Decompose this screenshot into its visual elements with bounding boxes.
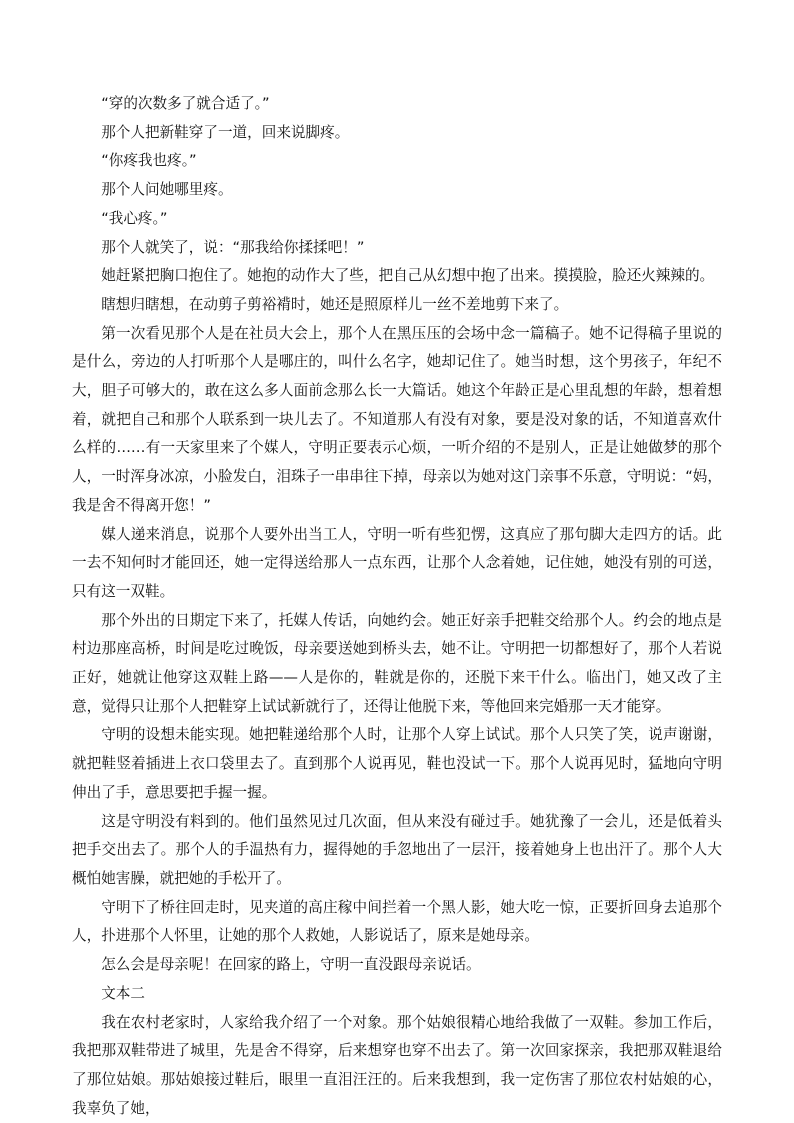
body-text: [72, 90, 722, 1123]
paragraph: 这是守明没有料到的。他们虽然见过几次面，但从来没有碰过手。她犹豫了一会儿，还是低着头把手交出去了。那个人的手温热有力，握得她的手忽地出了一层汗，接着她身上也出汗了。那个人大概怕她害臊，就把她的手松开了。: [72, 812, 722, 887]
paragraph: 那个人问她哪里疼。: [101, 181, 233, 199]
paragraph: “我心疼。”: [101, 209, 168, 227]
paragraph: 那个外出的日期定下来了，托媒人传话，向她约会。她正好亲手把鞋交给那个人。约会的地点是村边那座高桥，时间是吃过晚饭，母亲要送她到桥头去，她不让。守明把一切都想好了，那个人若说正好，她就让他穿这双鞋上路——人是你的，鞋就是你的，还脱下来干什么。临出门，她又改了主意，觉得只让那个人把鞋穿上试试新就行了，还得让他脱下来，等他回来完婚那一天才能穿。: [72, 611, 722, 715]
paragraph: 守明下了桥往回走时，见夹道的高庄稼中间拦着一个黑人影，她大吃一惊，正要折回身去追那个人，扑进那个人怀里，让她的那个人救她，人影说话了，原来是她母亲。: [72, 898, 722, 945]
paragraph: “你疼我也疼。”: [101, 152, 197, 170]
paragraph: 那个人把新鞋穿了一道，回来说脚疼。: [101, 123, 350, 141]
paragraph: 第一次看见那个人是在社员大会上，那个人在黑压压的会场中念一篇稿子。她不记得稿子里说的是什么，旁边的人打听那个人是哪庄的，叫什么名字，她却记住了。她当时想，这个男孩子，年纪不大，胆子可够大的，敢在这么多人面前念那么长一大篇话。她这个年龄正是心里乱想的年龄，想着想着，就把自己和那个人联系到一块儿去了。不知道那人有没有对象，要是没对象的话，不知道喜欢什么样的……有一天家里来了个媒人，守明正要表示心烦，一听介绍的不是别人，正是让她做梦的那个人，一时浑身冰凉，小脸发白，泪珠子一串串往下掉，母亲以为她对这门亲事不乐意，守明说：“妈，我是舍不得离开您！”: [72, 324, 722, 514]
paragraph: 怎么会是母亲呢！在回家的路上，守明一直没跟母亲说话。: [101, 956, 481, 974]
paragraph: 她赶紧把胸口抱住了。她抱的动作大了些，把自己从幻想中抱了出来。摸摸脸，脸还火辣辣的。: [101, 267, 715, 285]
paragraph: 媒人递来消息，说那个人要外出当工人，守明一听有些犯愣，这真应了那句脚大走四方的话。此一去不知何时才能回还，她一定得送给那人一点东西，让那个人念着她，记住她，她没有别的可送，只有这一双鞋。: [72, 525, 722, 600]
paragraph: 守明的设想未能实现。她把鞋递给那个人时，让那个人穿上试试。那个人只笑了笑，说声谢谢，就把鞋竖着插进上衣口袋里去了。直到那个人说再见，鞋也没试一下。那个人说再见时，猛地向守明伸出了手，意思要把手握一握。: [72, 726, 722, 801]
paragraph: “穿的次数多了就合适了。”: [101, 95, 270, 112]
paragraph: 我在农村老家时，人家给我介绍了一个对象。那个姑娘很精心地给我做了一双鞋。参加工作后，我把那双鞋带进了城里，先是舍不得穿，后来想穿也穿不出去了。第一次回家探亲，我把那双鞋退给了那位姑娘。那姑娘接过鞋后，眼里一直泪汪汪的。后来我想到，我一定伤害了那位农村姑娘的心，我辜负了她，: [72, 1013, 722, 1117]
paragraph: 瞎想归瞎想，在动剪子剪裕褙时，她还是照原样儿一丝不差地剪下来了。: [101, 295, 569, 313]
section-heading: 文本二: [101, 984, 145, 1002]
paragraph: 那个人就笑了，说：“那我给你揉揉吧！”: [101, 238, 365, 256]
